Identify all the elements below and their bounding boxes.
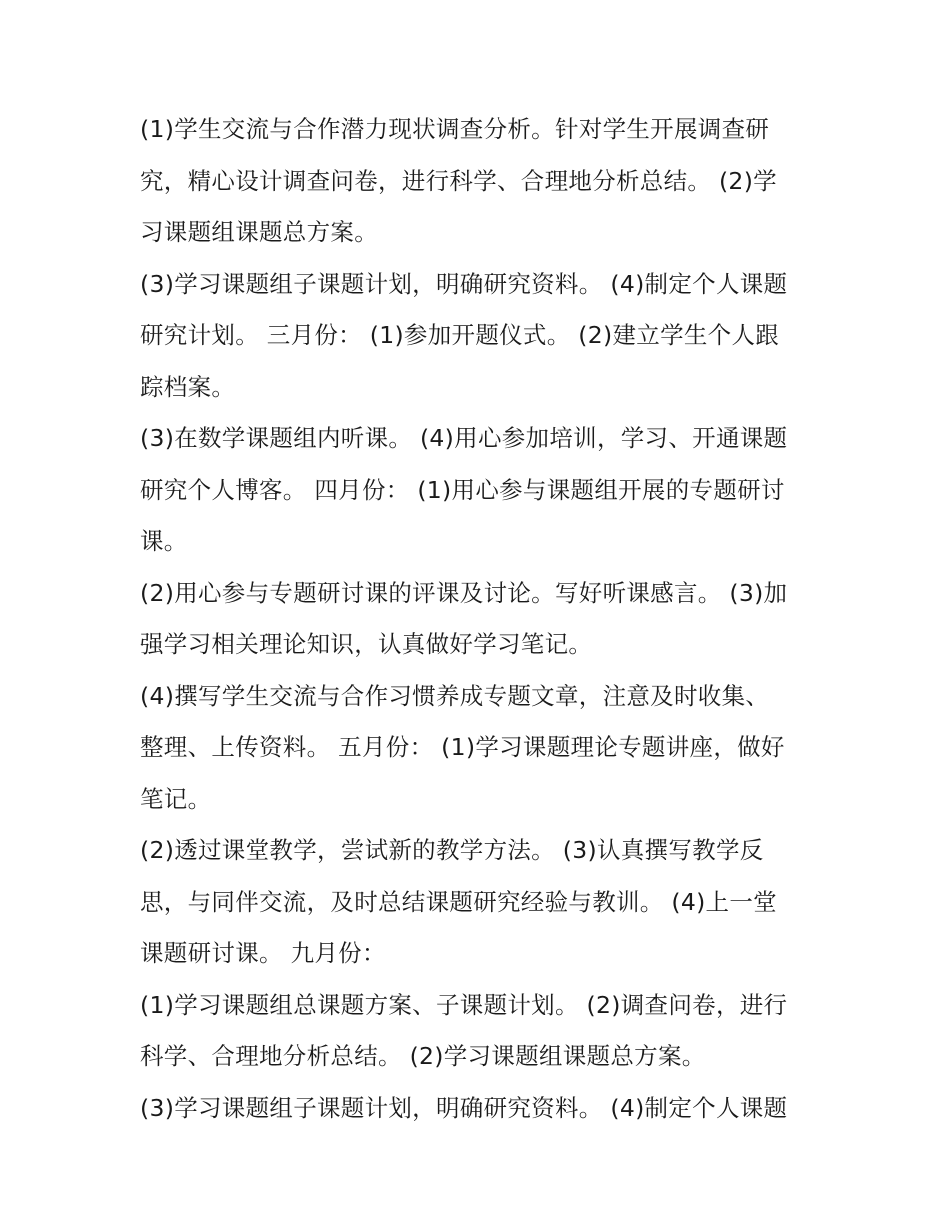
text-line: 课题研讨课。 九月份： xyxy=(140,939,386,967)
text-line: (3)在数学课题组内听课。 (4)用心参加培训，学习、开通课题 xyxy=(140,424,788,452)
text-line: 课。 xyxy=(140,527,188,555)
text-line: 整理、上传资料。 五月份： (1)学习课题理论专题讲座，做好 xyxy=(140,733,785,761)
text-line: (1)学生交流与合作潜力现状调查分析。针对学生开展调查研 xyxy=(140,115,770,143)
text-line: (4)撰写学生交流与合作习惯养成专题文章，注意及时收集、 xyxy=(140,681,770,710)
text-line: (2)用心参与专题研讨课的评课及讨论。写好听课感言。 (3)加 xyxy=(140,578,788,607)
text-line: 踪档案。 xyxy=(140,372,236,401)
text-line: 研究个人博客。 四月份： (1)用心参与课题组开展的专题研讨 xyxy=(140,475,785,504)
text-line: (2)透过课堂教学，尝试新的教学方法。 (3)认真撰写教学反 xyxy=(140,836,764,864)
text-line: 科学、合理地分析总结。 (2)学习课题组课题总方案。 xyxy=(140,1042,706,1070)
text-line: 思，与同伴交流，及时总结课题研究经验与教训。 (4)上一堂 xyxy=(140,887,777,916)
text-line: (1)学习课题组总课题方案、子课题计划。 (2)调查问卷，进行 xyxy=(140,990,788,1019)
text-line: 究，精心设计调查问卷，进行科学、合理地分析总结。 (2)学 xyxy=(140,166,777,195)
text-line: (3)学习课题组子课题计划，明确研究资料。 (4)制定个人课题 xyxy=(140,1093,788,1122)
text-line: (3)学习课题组子课题计划，明确研究资料。 (4)制定个人课题 xyxy=(140,269,788,298)
text-line: 研究计划。 三月份： (1)参加开题仪式。 (2)建立学生个人跟 xyxy=(140,321,780,349)
text-line: 强学习相关理论知识，认真做好学习笔记。 xyxy=(140,630,593,658)
document-body xyxy=(140,104,820,1134)
text-line: 笔记。 xyxy=(140,784,212,813)
text-line: 习课题组课题总方案。 xyxy=(140,218,378,246)
